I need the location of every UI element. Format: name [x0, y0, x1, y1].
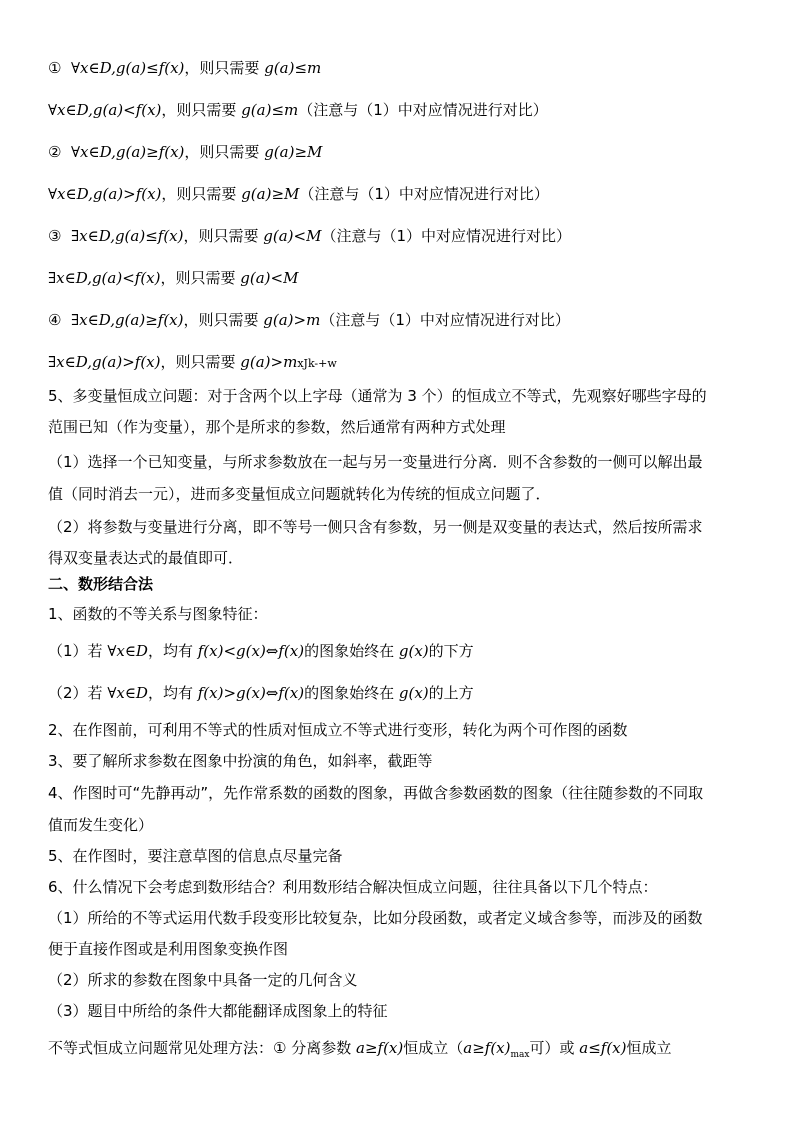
- text-line: （2）将参数与变量进行分离，即不等号一侧只含有参数，另一侧是双变量的表达式，然后按所需求: [48, 518, 703, 536]
- text-line: 3、要了解所求参数在图象中扮演的角色，如斜率，截距等: [48, 752, 433, 770]
- text-line: （2）若 ∀x∈D，均有 f(x)>g(x)⇔f(x)的图象始终在 g(x)的上方: [48, 684, 474, 702]
- text-line: ② ∀x∈D,g(a)≥f(x)，则只需要 g(a)≥M: [48, 143, 323, 161]
- text-line: （1）若 ∀x∈D，均有 f(x)<g(x)⇔f(x)的图象始终在 g(x)的下方: [48, 642, 474, 660]
- text-line: 得双变量表达式的最值即可．: [48, 549, 244, 567]
- text-line: ∃x∈D,g(a)<f(x)，则只需要 g(a)<M: [48, 269, 299, 287]
- text-line: ∀x∈D,g(a)<f(x)，则只需要 g(a)≤m（注意与（1）中对应情况进行对比）: [48, 101, 548, 119]
- text-line: ③ ∃x∈D,g(a)≤f(x)，则只需要 g(a)<M（注意与（1）中对应情况进行对比）: [48, 227, 572, 245]
- text-line: 值而发生变化）: [48, 816, 154, 834]
- section-heading: 二、数形结合法: [48, 575, 154, 593]
- text-line: （3）题目中所给的条件大都能翻译成图象上的特征: [48, 1002, 388, 1020]
- text-line: ④ ∃x∈D,g(a)≥f(x)，则只需要 g(a)>m（注意与（1）中对应情况进行对比）: [48, 311, 570, 329]
- text-line: ∃x∈D,g(a)>f(x)，则只需要 g(a)>mxJk-+w: [48, 353, 337, 371]
- watermark-text: xJk-+w: [297, 357, 337, 370]
- text-line: ∀x∈D,g(a)>f(x)，则只需要 g(a)≥M（注意与（1）中对应情况进行对比）: [48, 185, 549, 203]
- text-line: 1、函数的不等关系与图象特征：: [48, 605, 268, 623]
- text-line: 5、多变量恒成立问题：对于含两个以上字母（通常为 3 个）的恒成立不等式，先观察好哪些字母的: [48, 387, 707, 405]
- text-line: 范围已知（作为变量），那个是所求的参数，然后通常有两种方式处理: [48, 418, 506, 436]
- text-line: 4、作图时可“先静再动”，先作常系数的函数的图象，再做含参数函数的图象（往往随参数的不同取: [48, 784, 704, 802]
- text-line: 值（同时消去一元），进而多变量恒成立问题就转化为传统的恒成立问题了．: [48, 485, 551, 503]
- text-line: （1）选择一个已知变量，与所求参数放在一起与另一变量进行分离．则不含参数的一侧可以解出最: [48, 453, 703, 471]
- text-line: 便于直接作图或是利用图象变换作图: [48, 940, 289, 958]
- text-line: 6、什么情况下会考虑到数形结合？利用数形结合解决恒成立问题，往往具备以下几个特点：: [48, 878, 658, 896]
- text-line: （2）所求的参数在图象中具备一定的几何含义: [48, 971, 358, 989]
- text-line: ① ∀x∈D,g(a)≤f(x)，则只需要 g(a)≤m: [48, 59, 322, 77]
- text-line: 2、在作图前，可利用不等式的性质对恒成立不等式进行变形，转化为两个可作图的函数: [48, 721, 628, 739]
- text-line: 5、在作图时，要注意草图的信息点尽量完备: [48, 847, 343, 865]
- text-line: （1）所给的不等式运用代数手段变形比较复杂，比如分段函数，或者定义域含参等，而涉及的函数: [48, 909, 703, 927]
- text-line: 不等式恒成立问题常见处理方法：① 分离参数 a≥f(x)恒成立（$a\ge f(x)_{max}$可）或 a≤f(x)恒成立: [48, 1039, 672, 1060]
